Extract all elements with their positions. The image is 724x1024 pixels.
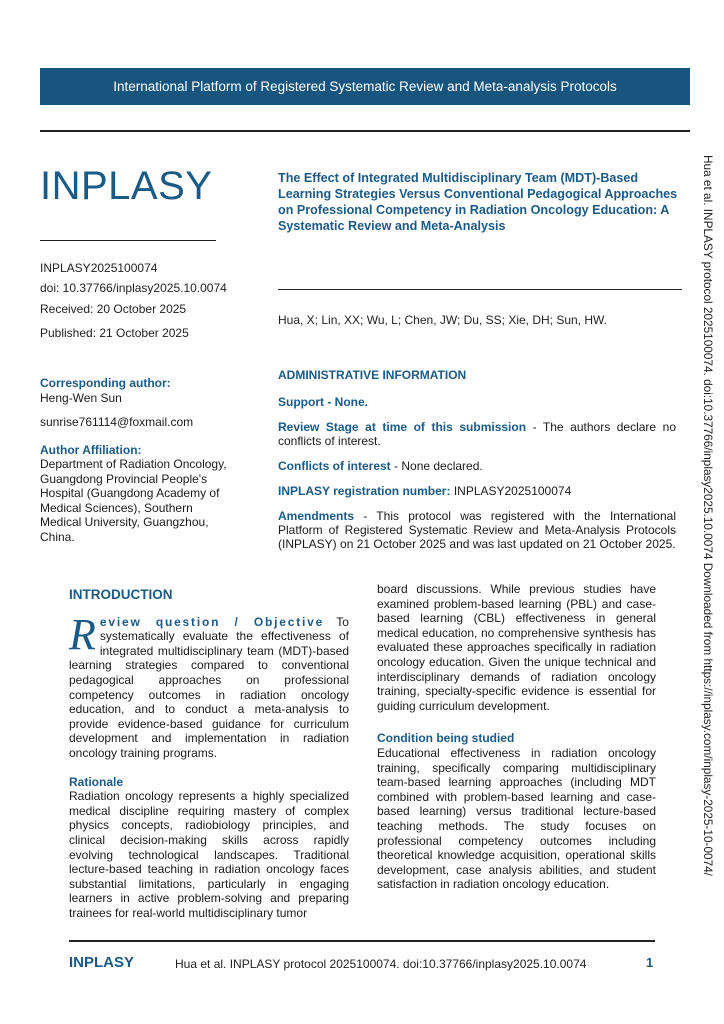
- support-value: None.: [334, 395, 368, 409]
- conflicts-label: Conflicts of interest: [278, 459, 391, 473]
- logo-divider: [40, 240, 216, 241]
- body-column-left: [69, 588, 349, 930]
- drop-cap: R: [69, 609, 96, 659]
- conflicts-line: [278, 459, 676, 473]
- header-divider: [40, 130, 690, 132]
- support-line: [278, 395, 676, 409]
- review-stage-value: - The authors declare no conflicts of interest.: [278, 420, 676, 448]
- body-column-right: [377, 582, 656, 902]
- amendments-line: [278, 509, 676, 551]
- footer-citation: Hua et al. INPLASY protocol 2025100074. doi:10.37766/inplasy2025.10.0074: [175, 957, 587, 971]
- side-citation-text[interactable]: Hua et al. INPLASY protocol 2025100074. doi:10.37766/inplasy2025.10.0074 Downloaded from https://inplasy.com/inplasy-2025-10-0074/: [701, 155, 715, 876]
- registration-id: INPLASY2025100074: [40, 261, 158, 275]
- amendments-value: - This protocol was registered with the International Platform of Registered Systematic Review and Meta-Analysis Protocols (INPLASY) on 21 October 2025 and was last updated on 21 October 2025.: [278, 509, 676, 551]
- review-stage-label: Review Stage at time of this submission: [278, 420, 527, 434]
- affiliation-text: Department of Radiation Oncology, Guangdong Provincial People's Hospital (Guangdong Academy of Medical Sciences), Southern Medical University, Guangzhou, China.: [40, 457, 227, 544]
- side-citation: [700, 155, 720, 915]
- author-sidebar: [40, 376, 240, 544]
- review-question-paragraph: [69, 609, 349, 761]
- support-label: Support -: [278, 395, 335, 409]
- inplasy-logo: INPLASY: [40, 164, 213, 208]
- paper-title: The Effect of Integrated Multidisciplinary Team (MDT)-Based Learning Strategies Versus Conventional Pedagogical Approaches on Professional Competency in Radiation Oncology Education: A Systematic Review and Meta-Analysis: [278, 171, 678, 233]
- review-question-text: To systematically evaluate the effectiveness of integrated multidisciplinary team (MDT)-based learning strategies compared to conventional pedagogical approaches on professional competency outcomes in radiation oncology education, and to conduct a meta-analysis to provide evidence-based guidance for curriculum development and implementation in radiation oncology training programs.: [69, 614, 349, 760]
- corresponding-email[interactable]: sunrise761114@foxmail.com: [40, 415, 194, 429]
- admin-heading: ADMINISTRATIVE INFORMATION: [278, 368, 467, 382]
- registration-line: [278, 484, 676, 498]
- rationale-heading: Rationale: [69, 774, 124, 789]
- title-divider: [278, 289, 682, 290]
- condition-heading: Condition being studied: [377, 731, 515, 746]
- introduction-heading: INTRODUCTION: [69, 587, 173, 602]
- rationale-continued: board discussions. While previous studies have examined problem-based learning (PBL) and case-based learning (CBL) effectiveness in general medical education, no comprehensive synthesis has evaluated these approaches specifically in radiation oncology education. Given the unique technical and interdisciplinary demands of radiation oncology training, specialty-specific evidence is essential for guiding curriculum development.: [377, 582, 656, 713]
- published-date: Published: 21 October 2025: [40, 326, 189, 340]
- amendments-label: Amendments: [278, 509, 355, 523]
- condition-text: Educational effectiveness in radiation oncology training, specifically comparing multidisciplinary team-based learning approaches (including MDT combined with problem-based learning and case-based learning) versus traditional lecture-based teaching methods. The study focuses on professional competency outcomes including theoretical knowledge acquisition, operational skills development, case analysis abilities, and student satisfaction in radiation oncology education.: [377, 745, 656, 892]
- doi-text[interactable]: doi: 10.37766/inplasy2025.10.0074: [40, 281, 227, 295]
- corresponding-name: Heng-Wen Sun: [40, 390, 122, 405]
- header-banner: International Platform of Registered Systematic Review and Meta-analysis Protocols: [40, 68, 690, 105]
- received-date: Received: 20 October 2025: [40, 302, 187, 316]
- corresponding-label: Corresponding author:: [40, 376, 171, 390]
- conflicts-value: - None declared.: [390, 459, 483, 473]
- author-list: Hua, X; Lin, XX; Wu, L; Chen, JW; Du, SS; Xie, DH; Sun, HW.: [278, 313, 608, 327]
- registration-value: INPLASY2025100074: [450, 484, 572, 498]
- admin-info: [278, 368, 676, 562]
- footer-logo: INPLASY: [69, 954, 135, 971]
- footer-divider: [69, 940, 655, 942]
- review-question-label: eview question / Objective: [99, 614, 325, 629]
- page-number: 1: [646, 955, 654, 970]
- rationale-text: Radiation oncology represents a highly specialized medical discipline requiring mastery of complex physics concepts, radiobiology principles, and clinical decision-making skills across rapidly evolving technological landscapes. Traditional lecture-based teaching in radiation oncology faces substantial limitations, particularly in engaging learners in active problem-solving and preparing trainees for real-world multidisciplinary tumor: [69, 789, 349, 920]
- affiliation-label: Author Affiliation:: [40, 442, 142, 457]
- review-stage-line: [278, 420, 676, 448]
- registration-label: INPLASY registration number:: [278, 484, 451, 498]
